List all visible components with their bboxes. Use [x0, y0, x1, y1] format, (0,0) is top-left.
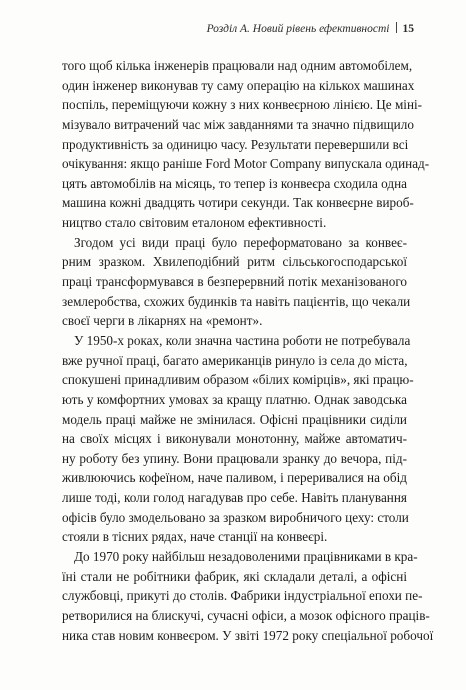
text-line: офісів було змодельовано за зразком виробничого цеху: столи — [62, 509, 409, 525]
text-line: ретворилися на блискучі, сучасні офіси, а мозок офісного праців- — [62, 607, 430, 623]
text-line: До 1970 року найбільш незадоволеними працівниками в кра- — [74, 549, 418, 565]
text-line: спокушені принадливим образом «білих комірців», які працю- — [62, 372, 414, 388]
text-line: лише тоді, коли голод нагадував про себе. Навіть планування — [62, 490, 407, 506]
text-line: мізувало витрачений час між завданнями та значно підвищило — [62, 116, 414, 132]
chapter-title: Розділ А. Новий рівень ефективності — [206, 23, 390, 35]
text-line: ють у комфортних умовах за кращу платню. Однак заводська — [62, 391, 407, 407]
text-line: на своїх місцях і виконували монотонну, майже автоматич- — [62, 431, 407, 447]
text-line: землеробства, схожих будинків та навіть пацієнтів, що чекали — [62, 293, 411, 309]
text-line: їні стали не робітники фабрик, які складали деталі, а офісні — [62, 568, 407, 584]
text-line: очікування: якщо раніше Ford Motor Company випускала одинад- — [62, 156, 430, 172]
page-number: 15 — [402, 23, 414, 35]
text-line: Згодом усі види праці було переформатовано за конвеє- — [74, 234, 407, 250]
text-line: живлюючись кофеїном, наче паливом, і переривалися на обід — [62, 470, 407, 486]
text-line: праці трансформувався в безперервний потік механізованого — [62, 274, 407, 290]
text-line: один інженер виконував ту саму операцію на кількох машинах — [62, 77, 415, 93]
text-line: У 1950-х роках, коли значна частина роботи не потребувала — [74, 332, 411, 348]
text-line: службовці, прикуті до столів. Фабрики індустріальної епохи пе- — [62, 588, 423, 604]
text-line: модель праці майже не змінилася. Офісні працівники сиділи — [62, 411, 407, 427]
text-line: своєї черги в лікарнях на «ремонт». — [62, 313, 263, 329]
text-line: того щоб кілька інженерів працювали над одним автомобілем, — [62, 58, 413, 73]
running-header — [207, 22, 414, 35]
text-line: ника став новим конвеєром. У звіті 1972 року спеціальної робочої — [62, 627, 434, 643]
text-line: поспіль, переміщуючи кожну з них конвеєрною лінією. Це міні- — [62, 97, 423, 113]
text-line: машина кожні двадцять чотири секунди. Так конвеєрне вироб- — [62, 195, 414, 211]
header-divider — [396, 22, 397, 33]
text-line: стояли в тісних рядах, наче станції на конвеєрі. — [62, 529, 328, 545]
text-line: вже ручної праці, багато американців ринуло із села до міста, — [62, 352, 408, 368]
text-line: цять автомобілів на місяць, то тепер із конвеєра сходила одна — [62, 175, 407, 191]
text-line: ну роботу без упину. Вони працювали зранку до вечора, під- — [62, 450, 407, 466]
text-line: рним зразком. Хвилеподібний ритм сільськогосподарської — [62, 254, 407, 270]
text-line: ництво стало світовим еталоном ефективності. — [62, 215, 327, 231]
body-text — [62, 56, 434, 645]
text-line: продуктивність за одиницю часу. Результати перевершили всі — [62, 136, 409, 152]
